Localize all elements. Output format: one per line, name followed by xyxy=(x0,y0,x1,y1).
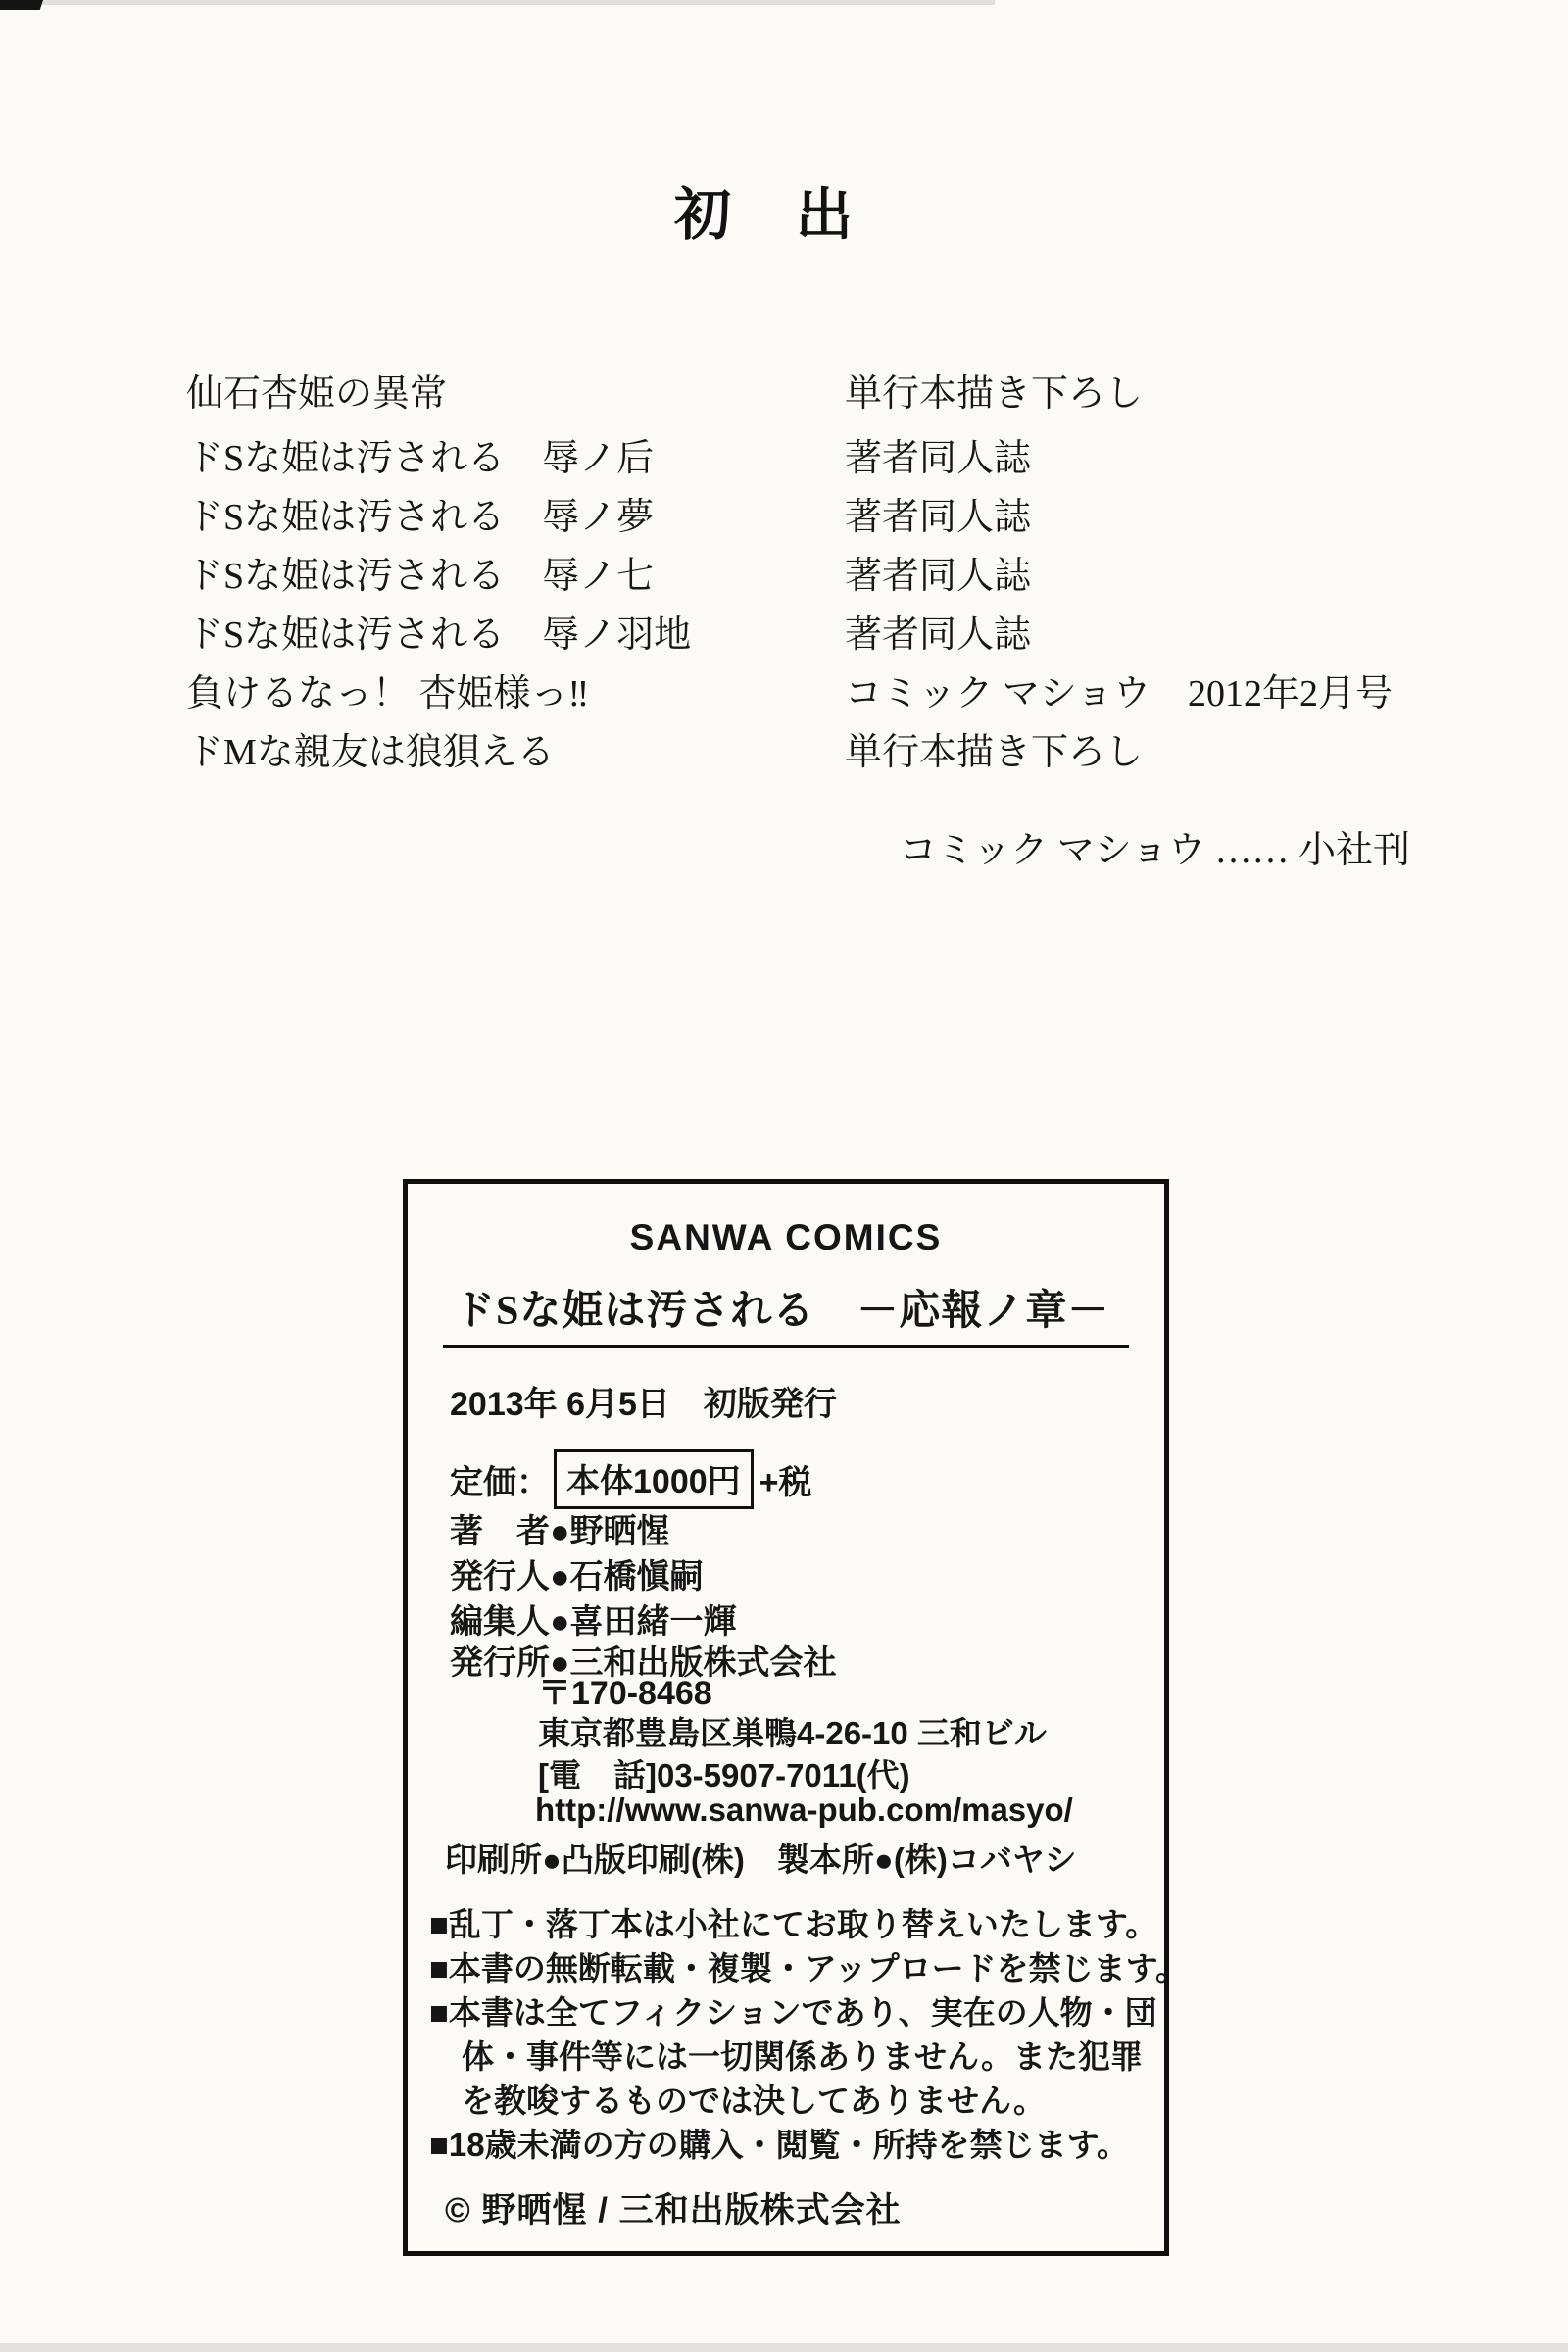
work-title: ドSな姫は汚される 辱ノ夢 xyxy=(186,497,655,538)
publication-row xyxy=(186,486,1460,545)
work-title: ドSな姫は汚される 辱ノ七 xyxy=(186,556,655,597)
publication-row xyxy=(186,545,1460,604)
phone-number: [電 話]03-5907-7011(代) xyxy=(538,1757,910,1793)
legal-notice-line: 体・事件等には一切関係ありません。また犯罪 xyxy=(429,2038,1143,2075)
work-title: ドSな姫は汚される 辱ノ后 xyxy=(186,438,655,479)
book-title: ドSな姫は汚される －応報ノ章－ xyxy=(454,1289,1110,1334)
publisher-footnote: コミック マショウ …… 小社刊 xyxy=(900,830,1410,871)
work-title: ドSな姫は汚される 辱ノ羽地 xyxy=(186,614,692,656)
publication-list xyxy=(186,363,1460,780)
edition-date: 2013年 6月5日 初版発行 xyxy=(450,1386,837,1423)
publication-row xyxy=(186,662,1460,721)
publication-row xyxy=(186,721,1460,780)
imprint-label: SANWA COMICS xyxy=(629,1217,943,1257)
price-line xyxy=(450,1449,812,1509)
legal-notice-line: ■18歳未満の方の購入・閲覧・所持を禁じます。 xyxy=(429,2127,1129,2163)
work-title: ドMな親友は狼狽える xyxy=(186,732,555,773)
publication-source: 著者同人誌 xyxy=(845,614,1032,656)
colophon-box xyxy=(403,1179,1188,2256)
scan-edge-artifact xyxy=(0,0,995,5)
postal-code: 〒170-8468 xyxy=(538,1675,712,1712)
price-tax-suffix: +税 xyxy=(759,1464,812,1501)
publication-source: コミック マショウ 2012年2月号 xyxy=(845,673,1393,714)
credit-line-publishing-house: 発行所●三和出版株式会社 xyxy=(450,1644,837,1682)
publication-source: 著者同人誌 xyxy=(845,438,1032,479)
publication-row xyxy=(186,604,1460,662)
work-title: 負けるなっ！ 杏姫様っ‼ xyxy=(186,673,590,714)
website-url: http://www.sanwa-pub.com/masyo/ xyxy=(535,1791,1073,1828)
copyright-line: © 野晒惺 / 三和出版株式会社 xyxy=(445,2191,902,2230)
publication-source: 単行本描き下ろし xyxy=(845,732,1144,773)
price-value-box: 本体1000円 xyxy=(554,1449,754,1509)
page-title: 初 出 xyxy=(674,183,858,247)
work-title: 仙石杏姫の異常 xyxy=(186,373,448,415)
credit-line-publisher-person: 発行人●石橋愼嗣 xyxy=(450,1558,704,1595)
legal-notice-line: ■本書の無断転載・複製・アップロードを禁じます。 xyxy=(429,1950,1188,1986)
printing-credit: 印刷所●凸版印刷(株) 製本所●(株)コバヤシ xyxy=(445,1841,1077,1878)
credit-line-author: 著 者●野晒惺 xyxy=(450,1513,670,1550)
scan-corner-artifact xyxy=(0,0,43,10)
publication-row xyxy=(186,363,1460,427)
legal-notice-line: ■乱丁・落丁本は小社にてお取り替えいたします。 xyxy=(429,1906,1158,1942)
scan-edge-artifact xyxy=(0,2343,1568,2352)
street-address: 東京都豊島区巣鴨4-26-10 三和ビル xyxy=(538,1715,1047,1751)
publication-source: 著者同人誌 xyxy=(845,556,1032,597)
credit-line-editor: 編集人●喜田緒一輝 xyxy=(450,1603,737,1641)
legal-notice-line: を教唆するものでは決してありません。 xyxy=(429,2082,1046,2119)
price-label: 定価： xyxy=(450,1464,550,1501)
publication-source: 単行本描き下ろし xyxy=(845,373,1144,415)
publication-row xyxy=(186,427,1460,486)
divider-rule xyxy=(443,1345,1129,1348)
publication-source: 著者同人誌 xyxy=(845,497,1032,538)
legal-notice-line: ■本書は全てフィクションであり、実在の人物・団 xyxy=(429,1994,1157,2031)
